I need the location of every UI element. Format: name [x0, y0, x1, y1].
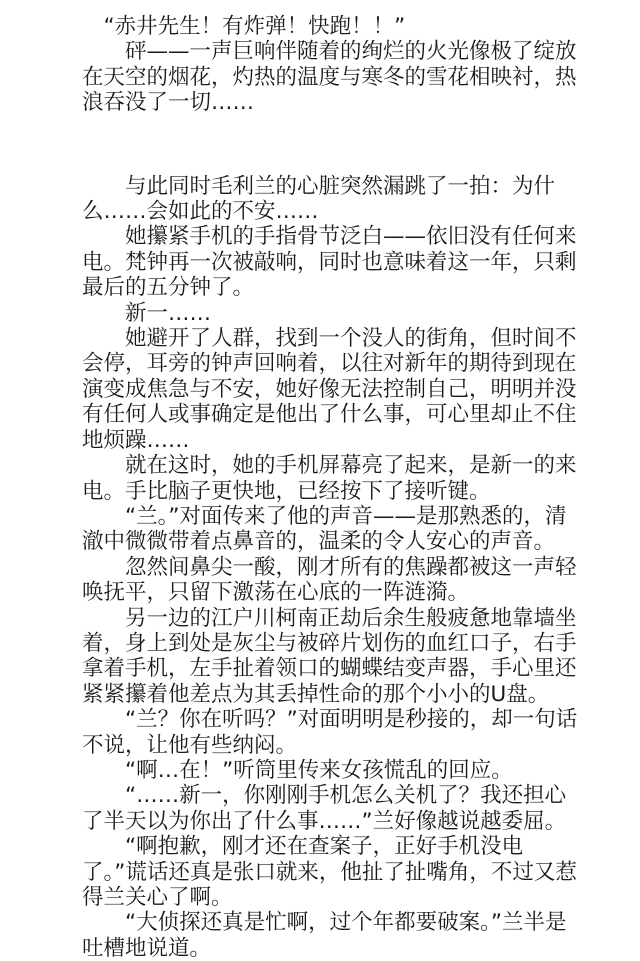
paragraph: “兰？你在听吗？”对面明明是秒接的，却一句话不说，让他有些纳闷。 [82, 707, 578, 758]
paragraph: “兰。”对面传来了他的声音——是那熟悉的，清澈中微微带着点鼻音的，温柔的令人安心的声音。 [82, 503, 567, 555]
story-text [82, 14, 582, 961]
paragraph: 她攥紧手机的手指骨节泛白——依旧没有任何来电。梵钟再一次被敲响，同时也意味着这一年，只剩最后的五分钟了。 [82, 224, 577, 301]
paragraph: 忽然间鼻尖一酸，刚才所有的焦躁都被这一声轻唤抚平，只留下激荡在心底的一阵涟漪。 [82, 554, 577, 606]
paragraph: “……新一，你刚刚手机怎么关机了？我还担心了半天以为你出了什么事……”兰好像越说越委屈。 [82, 783, 567, 834]
paragraph: 她避开了人群，找到一个没人的街角，但时间不会停，耳旁的钟声回响着，以往对新年的期待到现在演变成焦急与不安，她好像无法控制自己，明明并没有任何人或事确定是他出了什么事，可心里却止不住地烦躁…… [82, 326, 577, 453]
paragraph: 就在这时，她的手机屏幕亮了起来，是新一的来电。手比脑子更快地，已经按下了接听键。 [82, 453, 577, 504]
paragraph: “大侦探还真是忙啊，过个年都要破案。”兰半是吐槽地说道。 [82, 910, 567, 961]
paragraph: 砰——一声巨响伴随着的绚烂的火光像极了绽放在天空的烟花，灼热的温度与寒冬的雪花相映衬，热浪吞没了一切…… [82, 39, 577, 116]
paragraph: 与此同时毛利兰的心脏突然漏跳了一拍：为什么……会如此的不安…… [82, 173, 556, 225]
paragraph: “赤井先生！有炸弹！快跑！！” [103, 14, 406, 39]
paragraph: 新一…… [125, 300, 212, 326]
paragraph: 另一边的江户川柯南正劫后余生般疲惫地靠墙坐着，身上到处是灰尘与被碎片划伤的血红口子，右手拿着手机，左手扯着领口的蝴蝶结变声器，手心里还紧紧攥着他差点为其丢掉性命的那个小小的U盘。 [82, 605, 577, 707]
paragraph: “啊…在！”听筒里传来女孩慌乱的回应。 [125, 757, 513, 783]
section-break [82, 116, 582, 174]
paragraph: “啊抱歉，刚才还在查案子，正好手机没电了。”谎话还真是张口就来，他扯了扯嘴角，不过又惹得兰关心了啊。 [82, 834, 577, 910]
